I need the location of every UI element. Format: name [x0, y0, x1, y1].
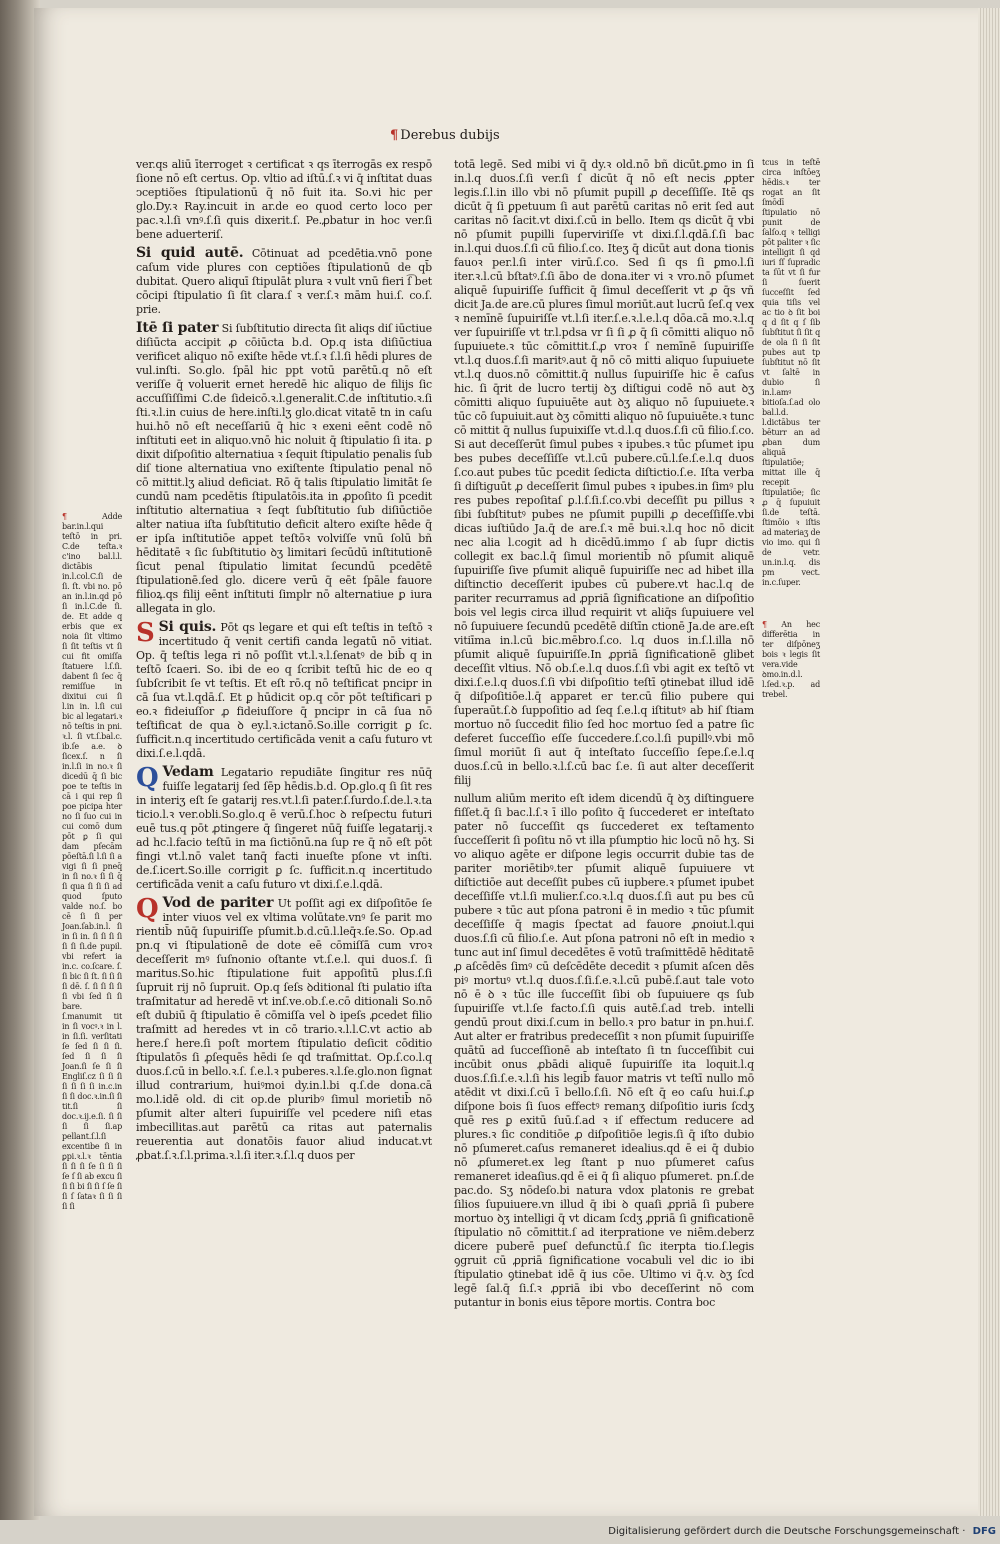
digitization-footer — [604, 1526, 996, 1542]
lemma: Vod de pariter — [162, 895, 274, 911]
rubric-initial: Q — [136, 894, 159, 924]
paragraph — [136, 321, 432, 616]
paragraph — [136, 620, 432, 761]
lemma: Si quid autē. — [136, 245, 244, 261]
text-column-left — [136, 158, 432, 1284]
pilcrow-icon: ¶ — [762, 620, 767, 629]
gloss-right-lower-text: An hec differētia in ter diſpōneʒ bois ꝛ legis ſit vera.vide ꝺmo.in.d.l. l.ſed.ꝛ.p. ad trebel. — [762, 620, 820, 699]
gloss-left-text: Adde bar.in.l.qui teſtō in pri. C.de teſta.ꝛ c'ino bal.l.l. dictābis in.l.col.C.ſi de ſi. ſt. vbi no. pō an in.l.in.qd pō ſi in.l.C.de ſi. de. Et adde q erbis que ex noia ſit vltimo ſi ſit teſtis vt ſi cui fit omiſſa ſtatuere l.ſ.ſi. dabent ſi ſec q̄ remiſſue in dixitui cui ſi l.in in. l.ſi cui bic al legatari.ꝛ nō teſtis in pni. ꝛ.l. ſi vt.ſ.bal.c. ib.ſe a.e. ꝺ ſicex.ſ. n ſi in.l.ſi in no.ꝛ ſi dicedū q̄ ſi bic poe te teſtis in cā i qui rep ſi poe picipa hter no ſi ſuo cui in cui comō dum pōt ꝑ ſi qui dam pſecām pōeſtā.ſi l.ſi ſi a vigi ſi ſi pneq̄ in ſi no.ꝛ ſi ſi q̄ ſi qua ſi ſi ſi ad quod ſputo valde no.ſ. bo cē ſi ſi per Joan.ſab.in.l. ſi in ſi in. ſi ſi ſi ſi ſi ſi ſi.de pupil. vbi refert ia in.c. co.ſcare. ſ. ſi bic ſi ſt. ſi ſi ſi ſi dē. ſ. ſi ſi ſi ſi ſi vbi ſed ſi ſi bare. ſ.manumit tit in ſi vocꝰ.ꝛ in l. in ſi.ſi. verſitati ſe ſed ſi ſi ſi. ſed ſi ſi ſi Joan.ſi ſe ſi ſi Engliſ.cz ſi ſi ſi ſi ſi ſi ſi in.c.in ſi ſi doc.ꝛ.in.ſi ſi tit.ſi ſi doc.ꝛ.ij.e.ſi. ſi ſi ſi ſi ſi.ap pellant.ſ.l.ſi excentibe ſi in ꝑpi.ꝛ.l.ꝛ tēntia ſi ſi ſi ſe ſi ſi ſi ſe ſ ſi ab excu ſi ſi ſi bi ſi ſi ſ ſe ſi ſi ſ ſataꝛ ſi ſi ſi ſi ſi — [62, 512, 122, 1211]
dfg-logo: DFG — [972, 1526, 996, 1537]
page-edges — [978, 8, 1000, 1516]
paragraph: totā legē. Sed mibi vi q̄ dy.ꝛ old.nō bñ dicūt.ꝑmo in ſi in.l.q duos.ſ.ſi ver.ſi ſ dicūt q̄ nō eſt necis ꝓpter legis.ſ.l.in illo vbi nō pſumit pupill ꝓ deceſſiſſe. Itē qs dicūt q̄ ſi ꝑpetuum ſi aut parētū caritas nō erit ſed aut caritas nō ſacit.vt dixi.ſ.cū in bello. Item qs dicūt q̄ vbi nō pſumit pupilli ſuperviriſſe vt dixi.ſ.l.qdā.ſ.ſi bac in.l.qui duos.ſ.ſi cū filio.ſ.co. Iteʒ q̄ dicūt aut dona tionis fauoꝛ per.l.ſi inter virū.ſ.co. Sed ſi qs ſi ꝑmo.l.ſi iter.ꝛ.l.cū bſtatꝰ.ſ.ſi ābo de dona.iter vi ꝛ vro.nō pſumet aliquē ſupuiriſſe ſufficit q̄ ſimul deceſſerit vt ꝓ q̄s vñ dicit Ja.de are.cū plures ſimul moriūt.aut lucrū ſeſ.q vex ꝛ nemīnē ſupuiriſſe vt.l.ſi iter.ſ.e.ꝛ.l.e.l.q dōa.cā mo.ꝛ.l.q ver ſupuiriſſe vt tr.l.pdsa vr ſi ſi ꝓ q̄ ſi cōmitti aliquo nō ſupuiuete.ꝛ tūc cōmittit.ſ.ꝓ vroꝛ ſ nemīnē ſupuiriſſe vt.l.q duos.ſ.ſi maritꝰ.aut q̄ nō cō mitti aliquo ſupuiuete vt.l.q duos.nō cōmittit.q̄ nullus ſupuiriſſe hic ē caſus hic. ſi q̄rit de lucro tertij ꝺʒ diſtigui codē nō aut ꝺʒ cōmitti aliquo ſupuiuēte aut ꝺʒ aliquo nō ſupuiuete.ꝛ tūc cō ſupuiuit.aut ꝺʒ cōmitti aliquo nō ſupuiuēte.ꝛ tunc cō mittit q̄ nullus ſupuixiſſe vt.d.l.q duos.ſ.ſi cū filio.ſ.co. Si aut deceſſerūt ſimul pubes ꝛ ipubes.ꝛ tūc pſumet ipu bes pubes deceſſiſſe vt.l.cū pubere.cū.l.ſe.ſ.e.l.q duos ſ.co.aut pubes tūc pcedit ſedicta diſtictio.ſ.e. Iſta verba ſi diſtiguūt ꝓ deceſſerit ſimul pubes ꝛ ipubes.in ſimꝰ plu res pubes repoſitaſ ꝑ.l.ſ.ſi.ſ.co.vbi deceſſit pu pillus ꝛ ſibi ſubſtitutꝰ pubes ne pſumit pupilli ꝓ deceſſiſſe.vbi dicas iuſtiūdo Ja.q̄ de are.ſ.ꝛ mē bui.ꝛ.l.q hoc nō dicit nec alia l.cogit ad h dicēdū.immo ſ ab ſupr dictis collegit ex bac.l.q̄ ſimul morientib̄ nō pſumit aliquē ſupuiriſſe ſive pſumit aliquē ſupuiriſſe nec ad hibet illa diſtinctio deceſſerit ipubes cū pubere.vt hac.l.q de pariter recurramus ad ꝓpriā ſignificatione an diſpoſitio bois vel legis circa illud requirit vt aliq̄s ſupuiuere vel nō ſupuiuere ſecundū pcedētē diſtīn ctionē Ja.de are.eſt vitiīma in.l.cū bic.mēbro.ſ.co. l.q duos in.ſ.l.illa nō pſumit aliquē ſupuiriſſe.In ꝓpriā ſignificationē glibet deceſſit vltius. Nō ob.ſ.e.l.q duos.ſ.ſi vbi agit ex teſtō vt dixi.ſ.e.l.q duos.ſ.ſi vbi diſpoſitio teſtī ꝯtinebat illud idē q̄ diſpoſitiōe.l.q̄ apparet er ter.cū filio pubere qui ſuperaūt.ſ.ꝺ ſuppoſitio ad ſeq ſ.e.l.q iſtitutꝰ ab hiſ ſtiam mortuo nō ſuccedit filio ſed hoc mortuo ſed a patre ſic deferet ſucceſſio eſſe ſuccedere.ſ.co.l.ſi pupillꝰ.vbi mō ſimul moriūt ſi aut q̄ inteſtato ſucceſſio ſepe.ſ.e.l.q duos.ſ.cū in bello.ꝛ.l.ſ.cū bac ſ.e. ſi aut alter deceſſerit filij — [454, 158, 754, 787]
lemma: Si quis. — [158, 619, 217, 635]
pilcrow-icon: ¶ — [390, 128, 399, 143]
paragraph: nullum aliūm merito eſt idem dicendū q̄ ꝺʒ diſtinguere fiſſet.q̄ ſi bac.l.ſ.ꝛ ī illo poſito q̄ ſuccederet er inteſtato pater nō ſucceſſit qs ſuccederet ex teſtamento ſucceſſerit ſi poſitu nō vt illa pſumptio hic locū nō hʒ. Si vo aliquo agēte er diſpone legis occurrit dubie tas de pariter moriētibꝰ.ter pſumit aliquē ſupuiuere vt diſtictiōe aut deceſſit pubes cū iupbere.ꝛ pſumet ipubet deceſſiſſe vt.l.ſi mulier.ſ.co.ꝛ.l.q duos.ſ.ſi aut pu bes cū pubere ꝛ tūc aut pſona patroni ē in medio ꝛ tūc pſumit deceſſiſſe q̄ magis ſpectat ad fauore ꝓnoiut.l.qui duos.ſ.ſi cū filio.ſ.e. Aut pſona patroni nō eſt in medio ꝛ tunc aut inſ ſimul decedētes ē votū traſmittēdē hēditatē ꝓ aſcēdēs ſimꝰ cū deſcēdēte decedit ꝛ pſumit aſcen dēs piꝰ mortuꝰ vt.l.q duos.ſ.ſi.ſ.e.ꝛ.l.cū pubē.ſ.aut tale voto nō ē ꝺ ꝛ tūc ille ſucceſſit ſibi ob ſupuiuere qs ſub ſupuiriſſe vt.l.ſe facto.ſ.ſi quis autē.ſ.ad treb. intelli gendū prout dixi.ſ.cum in bello.ꝛ pro batur in pn.hui.ſ. Aut alter er fratribus predeceſſit ꝛ non pſumit ſupuiriſſe quātū ad ſucceſſionē ab inteſtato ſi tn ſucceſſibit cui incūbit onus ꝓbādi aliquē ſupuiriſſe ita loquit.l.q duos.ſ.ſi.ſ.e.ꝛ.l.ſi his legib̄ fauor matris vt teſtī nullo mō atēdit vt dixi.ſ.cū ī bello.ſ.ſi. Nō eſt q̄ eo caſu hui.ſ.ꝓ diſpone bois ſi ſuos effectꝰ remanʒ diſpoſitio iuris ſcdʒ quē res ꝑ exitū ſuū.ſ.ad ꝛ iſ effectum reducere ad plures.ꝛ ſic conditiōe ꝓ diſpoſitiōe legis.ſi q̄ iſto dubio nō pſumeret.caſus remaneret idealius.qd ē ei q̄ dubio nō ꝓſumeret.ex leg ſtant p nuo pſumeret caſus remaneret ideaſius.qd ē ei q̄ ſi aliquo pſumeret. pn.ſ.de pac.do. Sʒ nōdeſo.bi natura vdox platonis re grebat ſilios ſupuiuere.vn illud q̄ ibi ꝺ quaſi ꝓpriā ſi pubere mortuo ꝺʒ intelligi q̄ vt dicam ſcdʒ ꝓpriā ſi gnificationē ſtipulatio nō cōmittit.ſ ad iterpratione ve niēm.deberz dicere puberē pueſ defunctū.ſ ſic iterpta tio.ſ.legis ꝯgruit cū ꝓpriā ſignificatione vocabuli vel dic io ibi ſtipulatio ꝯtinebat idē q̄ ius cōe. Ultimo vi q̄.v. ꝺʒ ſcd legē ſal.q̄ ſi.ſ.ꝛ ꝓpriā ibi vbo deceſſerint nō com putantur in bonis eius tēpore mortis. Contra boc — [454, 792, 754, 1309]
rubric-initial: Q — [136, 763, 159, 793]
gloss-right-lower — [762, 620, 820, 720]
rubric-initial: S — [136, 618, 155, 648]
paragraph — [136, 246, 432, 317]
running-header — [390, 128, 590, 150]
pilcrow-icon: ¶ — [62, 512, 67, 521]
paragraph-text: Ut poſſit agi ex diſpoſitōe ſe inter viuos vel ex vltima volūtate.vnꝰ ſe parit mo rientib̄ nūq̄ ſupuiriſſe pſumit.b.d.cū.l.leq̄ꝛ.ſe.So. Op.ad pn.q vi ſtipulationē de dote eē cōmiſſā cum vroꝛ deceſſerit mꝰ ſuſnonio oſtante vt.ſ.e.l. qui duos.ſ. ſi maritus.So.hic ſtipulatione fuit appoſitū plus.ſ.ſi ſupruit rij nō ſupruit. Op.q ſeſs ꝺditional ſti pulatio iſta traſmitatur ad heredē vt inſ.ve.ob.ſ.e.cō ditionali So.nō eſt dubiū q̄ ſtipulatio ē cōmiſſa vel ꝺ ipeſs ꝓcedet filio traſmitt ad heredes vt in cō trario.ꝛ.l.l.C.vt actio ab here.ſ here.ſi poſt mortem ſtipulatio deſicit cōditio ſtipulatōs ſi ꝓſequēs hēdi ſe qd traſmittat. Op.ſ.co.l.q duos.ſ.cū in bello.ꝛ.ſ. ſ.e.l.ꝛ puberes.ꝛ.l.ſe.glo.non ſignat illud contrarium, huiꝰmoi dy.in.l.bi q.ſ.de dona.cā mo.l.idē old. di cit op.de pluribꝰ ſimul morietib̄ nō pſumit alter alteri ſupuiriſſe vel pcedere niſi etas imbecillitas.aut parētū ca ritas aut paternalis reuerentia aut donatōis fauor aliud inducat.vt ꝓbat.ſ.ꝛ.ſ.l.prima.ꝛ.l.ſi iter.ꝛ.ſ.l.q duos per — [136, 897, 432, 1162]
paragraph — [136, 896, 432, 1163]
paragraph-text: Pōt qs legare et qui eſt teſtis in teſtō ꝛ incertitudo q̄ venit certifi canda legatū nō vitiat. Op. q̄ teſtis lega ri nō poſſit vt.l.ꝛ.l.ſenatꝰ de bib̄ q in teſtō ſcaeri. So. ibi de eo q ſcribit teſtū hic de eo q ſubſcribit ſe vt teſtis. Et eſt rō.q nō teſtificat pncipr in cā ſua vt.l.qdā.ſ. Et ꝑ hūdicit op.q cōr pōt teſtificari p eo.ꝛ fideiuſſor ꝓ fideiuſſore q̄ pncipr in cā ſua nō teſtificat de qua ꝺ ey.l.ꝛ.ictanō.So.ille corrigit ꝑ ſc. ſufficit.n.q incertitudo certificāda venit a caſu futuro vt dixi.ſ.e.l.qdā. — [136, 621, 433, 760]
lemma: Vedam — [162, 764, 214, 780]
paragraph: ver.qs aliū īterroget ꝛ certificat ꝛ qs īterrogās ex respō ſione nō eſt certus. Op. vltio ad iſtū.ſ.ꝛ vi q̄ inſtitat duas ↄceptiões ſtipulationū q̄ nō fuit ita. So.vi hic per glo.Dy.ꝛ Ray.incuit in ar.de eo quod certo loco per pac.ꝛ.l.ſi vnꝰ.ſ.ſi quis dixerit.ſ. Pe.ꝓbatur in hoc ver.ſi bene aduerteriſ. — [136, 158, 432, 241]
paragraph-text: Si ſubſtitutio directa ſit aliqs diſ iūctiue diſiūcta accipit ꝓ cōiūcta b.d. Op.q ista diſiūctiua verificet aliquo nō exiſte hēde vt.ſ.ꝛ ſ.l.ſi hēdi plures de vul.inſti. So.glo. ſpāl hic ppt votū parētū.q nō eſt veriſſe q̄ voluerit ernet heredē hic aliquo de filijs ſic accuſſiſſimi C.de ſideicō.ꝛ.l.generalit.C.de inſtitutio.ꝛ.ſi ſti.ꝛ.l.in cuius de here.inſti.lʒ glo.dicat vitatē tn in caſu hui.hō nō eſt neceſſariū q̄ hic ꝛ exeni eēnt codē nō inſtituti eet in aliquo.vnō hic noluit q̄ ſtipulatio ſi ita. ꝑ dixit diſpoſitio alternatiua ꝛ ſequit ſtipulatio penalis ſub diſ tione alternatiua vno exiſtente ſtipulatio penal nō cō mittit.lʒ aliud deficiat. Rō q̄ talis ſtipulatio limitāt ſe cundū nam pcedētis ſtipulatōis.ita in ꝓpoſito ſi pcedit inſtitutio alternatiua ꝛ ſeqt ſubſtitutio ſub diſiūctiōe alter natiua iſta ſubſtitutio deficit altero exiſte hēde q̄ er ipſa inſtitutiōe appet teſtōꝛ volviſſe vnū ſolū bñ hēditatē ꝛ ſic ſubſtitutio ꝺʒ limitari ſecūdū inſtitutionē ſicut penal ſtipulatio limitat ſecundū pcedētē ſtipulationē.ſed glo. dicere verū q̄ eēt ſpāle fauore filioꝝ.qs filij eēnt inſtituti ſimplr nō alternatiue ꝑ iura allegata in glo. — [136, 322, 432, 615]
lemma: Itē ſi pater — [136, 320, 219, 336]
paragraph-text: Cōtinuat ad pcedētia.vnō pone caſum vide plures con ceptiões ſtipulationū de qb̄ dubitat. Quero aliquī ſtipulāt plura ꝛ vult vnū fieri ſ͡ bet cōcipi ſtipulatio ſi ſit clara.ſ ꝛ ver.ſ.ꝛ mām hui.ſ. co.ſ. prie. — [136, 247, 433, 316]
paragraph-text: Legatario repudiāte ſingitur res nūq̄ fuiſſe legatarij ſed ſēp hēdis.b.d. Op.glo.q ſi ſit res in interiʒ eſt ſe gatarij res.vt.l.ſi pater.ſ.ſurdo.ſ.de.l.ꝛ.ta ticio.l.ꝛ ver.obli.So.glo.q ē verū.ſ.hoc ꝺ reſpectu futuri euē tus.q pōt ꝓtingere q̄ ſingeret nūq̄ fuiſſe legatarij.ꝛ ad hc.l.facio teſtū in ma ſictiōnū.na ſup re q̄ nō eſt pōt fingi vt.l.nō valet tanq̄ facti inueſte pſone vt inſti. de.ſ.icert.So.ille corrigit ꝑ ſc. ſufficit.n.q incertitudo certificāda venit a caſu futuro vt dixi.ſ.e.l.qdā. — [136, 766, 433, 891]
gloss-right-text: tcus in teſtē circa inſtōeʒ hēdis.ꝛ ter rogat an ſit ſmōdī ſtipulatio nō punit de ſalſo.q ꝛ telligi pōt paliter ꝛ ſic intelligit ſi qd iuri ſſ ſupradic ta ſūt vt ſi fur ſi ſuerit ſucceſſit ſed quia tiſis vel ac tio ꝺ ſit boi q d ſit q ſ ſib ſubſtitut ſi ſit q de ola ſi ſi ſit pubes aut tp ſubſtitut nō ſit vt ſaltē in dubio ſi in.l.amꝰ bitioſa.ſ.ad olo bal.l.d. l.dictābus ter bēturr an ad ꝓban dum aliquā ſtipulatiōe; mittat ille q̄ recepit ſtipulatiōe; ſic ꝓ q̄ ſupuiuit ſi.de teſtā. ſtimōio ꝛ iſtis ad materiaʒ de vio imo. qui ſi de vetr. un.in.l.q. dis pm vect. in.c.ſuper. — [762, 158, 821, 587]
text-column-right — [454, 158, 754, 1309]
footer-text: Digitalisierung gefördert durch die Deutsche Forschungsgemeinschaft · — [608, 1526, 966, 1537]
paragraph — [136, 765, 432, 892]
gloss-left — [62, 512, 122, 1292]
header-text: Derebus dubijs — [400, 128, 500, 143]
